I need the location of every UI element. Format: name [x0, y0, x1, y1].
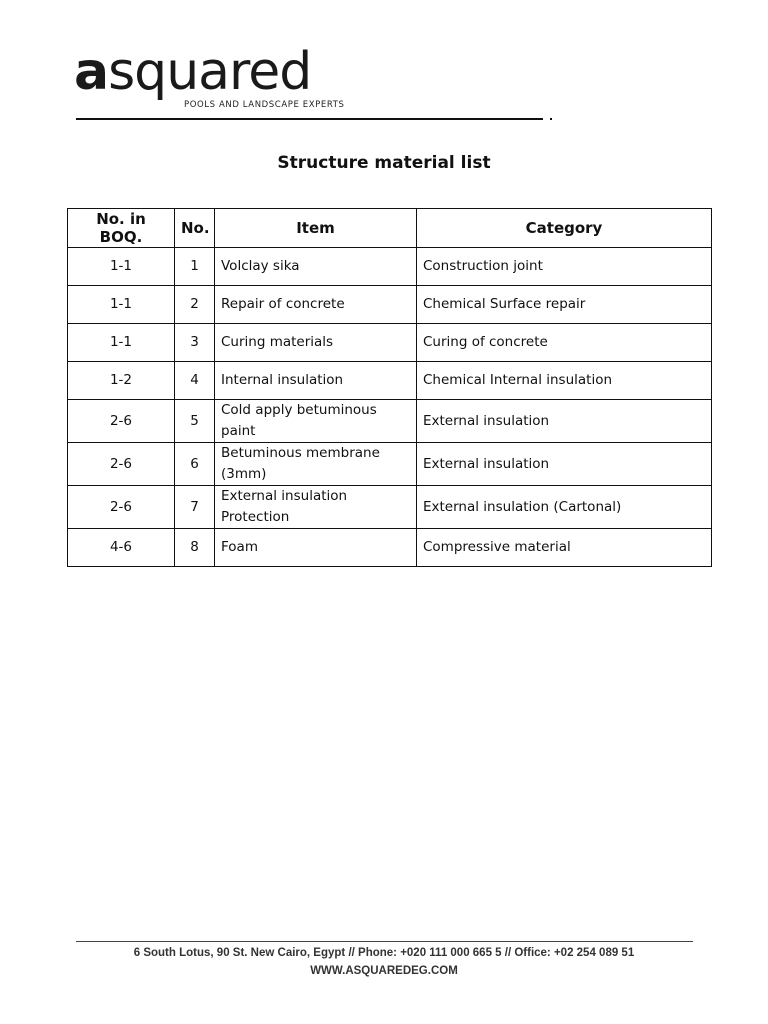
- cell-boq: 1-1: [68, 324, 175, 362]
- cell-item: Curing materials: [215, 324, 417, 362]
- cell-number: 7: [175, 486, 215, 529]
- logo-letter-a: a: [74, 42, 109, 102]
- cell-category: Curing of concrete: [417, 324, 712, 362]
- header-item: Item: [215, 209, 417, 248]
- cell-boq: 1-1: [68, 286, 175, 324]
- footer-contact-line: 6 South Lotus, 90 St. New Cairo, Egypt // Phone: +020 111 000 665 5 // Office: +02 254 089 51: [133, 947, 635, 959]
- table-row: [68, 248, 712, 286]
- cell-item: External insulation Protection: [215, 486, 417, 529]
- cell-number: 4: [175, 362, 215, 400]
- company-logo: [74, 42, 354, 110]
- logo-tagline: POOLS AND LANDSCAPE EXPERTS: [184, 100, 345, 110]
- header-divider: [76, 118, 543, 120]
- table-row: [68, 486, 712, 529]
- cell-number: 6: [175, 443, 215, 486]
- cell-category: Construction joint: [417, 248, 712, 286]
- cell-category: Chemical Internal insulation: [417, 362, 712, 400]
- cell-item: Repair of concrete: [215, 286, 417, 324]
- header-divider-dot: [550, 118, 552, 120]
- cell-category: External insulation (Cartonal): [417, 486, 712, 529]
- cell-boq: 2-6: [68, 486, 175, 529]
- cell-number: 3: [175, 324, 215, 362]
- logo-letters: squared: [108, 42, 312, 102]
- cell-category: External insulation: [417, 443, 712, 486]
- cell-item: Foam: [215, 529, 417, 567]
- cell-category: Compressive material: [417, 529, 712, 567]
- cell-boq: 2-6: [68, 443, 175, 486]
- table-row: [68, 286, 712, 324]
- footer-divider: [76, 941, 693, 942]
- cell-item: Betuminous membrane (3mm): [215, 443, 417, 486]
- cell-category: Chemical Surface repair: [417, 286, 712, 324]
- cell-boq: 1-2: [68, 362, 175, 400]
- header-number: No.: [175, 209, 215, 248]
- cell-number: 5: [175, 400, 215, 443]
- logo-wordmark: [74, 44, 354, 100]
- table-row: [68, 362, 712, 400]
- table-row: [68, 400, 712, 443]
- cell-item: Cold apply betuminous paint: [215, 400, 417, 443]
- document-title: Structure material list: [277, 153, 491, 173]
- cell-boq: 1-1: [68, 248, 175, 286]
- cell-category: External insulation: [417, 400, 712, 443]
- cell-item: Internal insulation: [215, 362, 417, 400]
- cell-number: 8: [175, 529, 215, 567]
- cell-boq: 2-6: [68, 400, 175, 443]
- cell-number: 2: [175, 286, 215, 324]
- cell-number: 1: [175, 248, 215, 286]
- cell-item: Volclay sika: [215, 248, 417, 286]
- footer-website: WWW.ASQUAREDEG.COM: [310, 965, 458, 977]
- table-row: [68, 529, 712, 567]
- cell-boq: 4-6: [68, 529, 175, 567]
- table-row: [68, 324, 712, 362]
- table-header-row: [68, 209, 712, 248]
- header-category: Category: [417, 209, 712, 248]
- header-boq-number: No. in BOQ.: [68, 209, 175, 248]
- table-row: [68, 443, 712, 486]
- materials-table: [67, 208, 712, 567]
